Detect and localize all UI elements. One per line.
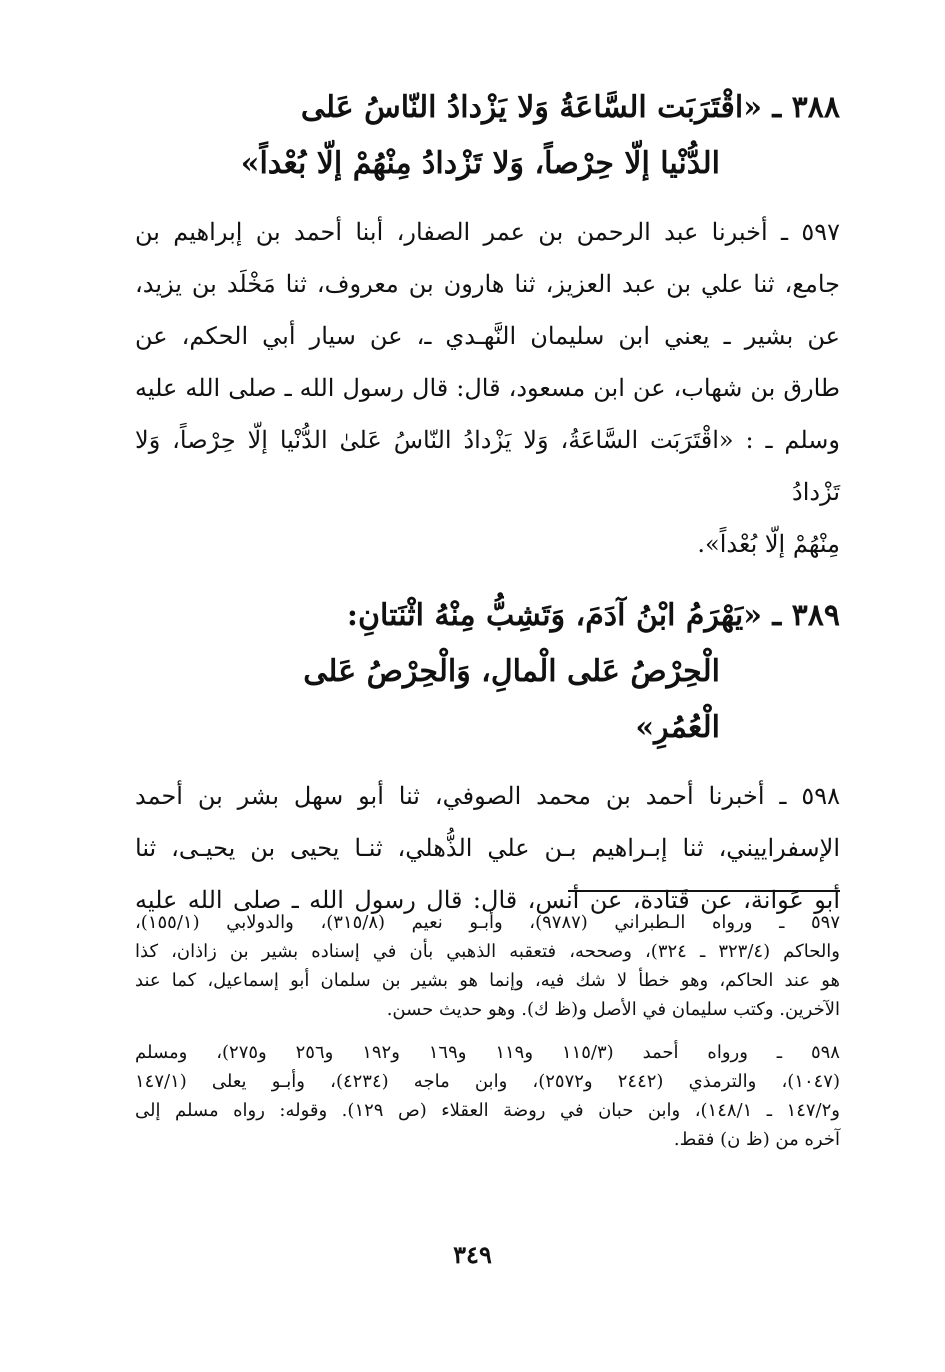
- paragraph-line: وسلم ـ : «اقْتَرَبَت السَّاعَةُ، وَلا يَزْدادُ النّاسُ عَلىٰ الدُّنْيا إلّا حِرْصاً، وَلا تَزْدادُ: [135, 426, 840, 506]
- footnote-line: و١٤٧/٢ ـ ١٤٨/١)، وابن حبان في روضة العقلاء (ص ١٢٩). وقوله: رواه مسلم إلى: [135, 1100, 840, 1121]
- footnote-line: هو عند الحاكم، وهو خطأ لا شك فيه، وإنما هو بشير بن سلمان أبو إسماعيل، كما عند: [135, 970, 840, 991]
- heading-line: الْعُمُرِ»: [635, 710, 720, 745]
- heading-line: ٣٨٩ ـ «يَهْرَمُ ابْنُ آدَمَ، وَتَشِبُّ مِنْهُ اثْنَتانِ:: [346, 598, 840, 633]
- paragraph-line: طارق بن شهاب، عن ابن مسعود، قال: قال رسول الله ـ صلى الله عليه: [135, 374, 840, 402]
- footnote-598: [135, 1038, 840, 1154]
- paragraph-line: أبو عَوانة، عن قَتادة، عن أنس، قال: قال رسول الله ـ صلى الله عليه: [135, 886, 840, 914]
- footnote-line: ٥٩٧ ـ ورواه الـطبراني (٩٧٨٧)، وأبـو نعيم (٣١٥/٨)، والدولابي (١٥٥/١)،: [135, 912, 840, 933]
- main-text: [135, 70, 840, 926]
- hadith-heading-388: [135, 80, 840, 192]
- paragraph-line: الإسفراييني، ثنا إبـراهيم بـن علي الذُّهلي، ثنـا يحيى بن يحيـى، ثنا: [135, 834, 840, 862]
- footnote-line: الآخرين. وكتب سليمان في الأصل و(ظ ك). وهو حديث حسن.: [386, 999, 840, 1020]
- footnote-line: ٥٩٨ ـ ورواه أحمد (١١٥/٣ و١١٩ و١٦٩ و١٩٢ و٢٥٦ و٢٧٥)، ومسلم: [135, 1042, 840, 1063]
- footnote-line: (١٠٤٧)، والترمذي (٢٤٤٢ و٢٥٧٢)، وابن ماجه (٤٢٣٤)، وأبـو يعلى (١٤٧/١: [135, 1071, 840, 1092]
- paragraph-line: عن بشير ـ يعني ابن سليمان النَّهـدي ـ، عن سيار أبي الحكم، عن: [135, 322, 840, 350]
- page-number: ٣٤٩: [453, 1240, 492, 1269]
- footnote-divider: [568, 890, 840, 892]
- paragraph-line: جامع، ثنا علي بن عبد العزيز، ثنا هارون بن معروف، ثنا مَخْلَد بن يزيد،: [135, 270, 840, 298]
- hadith-paragraph-597: [135, 206, 840, 570]
- heading-line: الدُّنْيا إلّا حِرْصاً، وَلا تَزْدادُ مِنْهُمْ إلّا بُعْداً»: [240, 146, 720, 181]
- paragraph-line: مِنْهُمْ إلّا بُعْداً».: [697, 530, 840, 558]
- hadith-paragraph-598: [135, 770, 840, 926]
- footnote-line: آخره من (ظ ن) فقط.: [673, 1129, 840, 1150]
- heading-line: الْحِرْصُ عَلى الْمالِ، وَالْحِرْصُ عَلى: [303, 654, 720, 689]
- paragraph-line: ٥٩٧ ـ أخبرنا عبد الرحمن بن عمر الصفار، أبنا أحمد بن إبراهيم بن: [135, 218, 840, 246]
- hadith-heading-389: [135, 588, 840, 756]
- heading-line: ٣٨٨ ـ «اقْتَرَبَت السَّاعَةُ وَلا يَزْدادُ النّاسُ عَلى: [300, 90, 840, 125]
- footnote-597: [135, 908, 840, 1024]
- footnotes: [135, 908, 840, 1168]
- paragraph-line: ٥٩٨ ـ أخبرنا أحمد بن محمد الصوفي، ثنا أبو سهل بشر بن أحمد: [135, 782, 840, 810]
- footnote-line: والحاكم (٣٢٣/٤ ـ ٣٢٤)، وصححه، فتعقبه الذهبي بأن في إسناده بشير بن زاذان، كذا: [135, 941, 841, 962]
